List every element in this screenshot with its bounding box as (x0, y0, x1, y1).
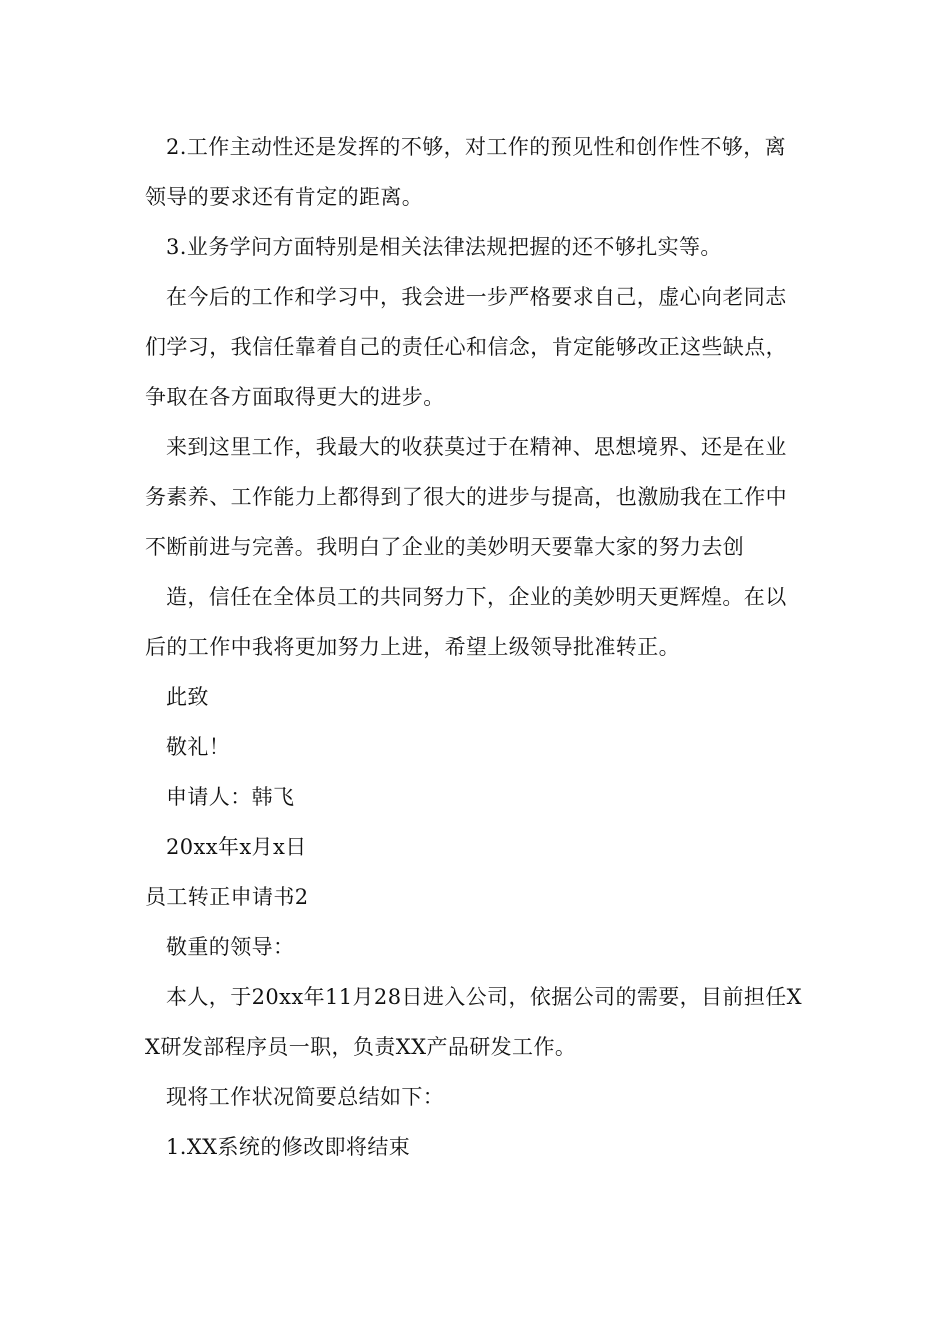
paragraph-future-plan: 在今后的工作和学习中，我会进一步严格要求自己，虚心向老同志们学习，我信任靠着自己的责任心和信念，肯定能够改正这些缺点，争取在各方面取得更大的进步。 (145, 285, 787, 409)
document-body (145, 122, 807, 1172)
section-title: 员工转正申请书2 (145, 885, 309, 909)
paragraph-item-1: 1.XX系统的修改即将结束 (166, 1135, 411, 1159)
paragraph-hope: 造，信任在全体员工的共同努力下，企业的美妙明天更辉煌。在以后的工作中我将更加努力上进，希望上级领导批准转正。 (145, 585, 787, 659)
paragraph-introduction: 本人，于20xx年11月28日进入公司，依据公司的需要，目前担任XX研发部程序员一职，负责XX产品研发工作。 (145, 985, 802, 1059)
salutation: 敬重的领导： (166, 935, 295, 959)
closing-cizhi: 此致 (166, 685, 209, 709)
signature-date: 20xx年x月x日 (166, 835, 307, 859)
paragraph-gains: 来到这里工作，我最大的收获莫过于在精神、思想境界、还是在业务素养、工作能力上都得到了很大的进步与提高，也激励我在工作中不断前进与完善。我明白了企业的美妙明天要靠大家的努力去创 (145, 435, 787, 559)
paragraph-shortcoming-2: 2.工作主动性还是发挥的不够，对工作的预见性和创作性不够，离领导的要求还有肯定的距离。 (145, 135, 787, 209)
closing-jingli: 敬礼！ (166, 735, 231, 759)
applicant-name: 申请人：韩飞 (166, 785, 295, 809)
paragraph-shortcoming-3: 3.业务学问方面特别是相关法律法规把握的还不够扎实等。 (166, 235, 722, 259)
paragraph-summary-intro: 现将工作状况简要总结如下： (166, 1085, 445, 1109)
